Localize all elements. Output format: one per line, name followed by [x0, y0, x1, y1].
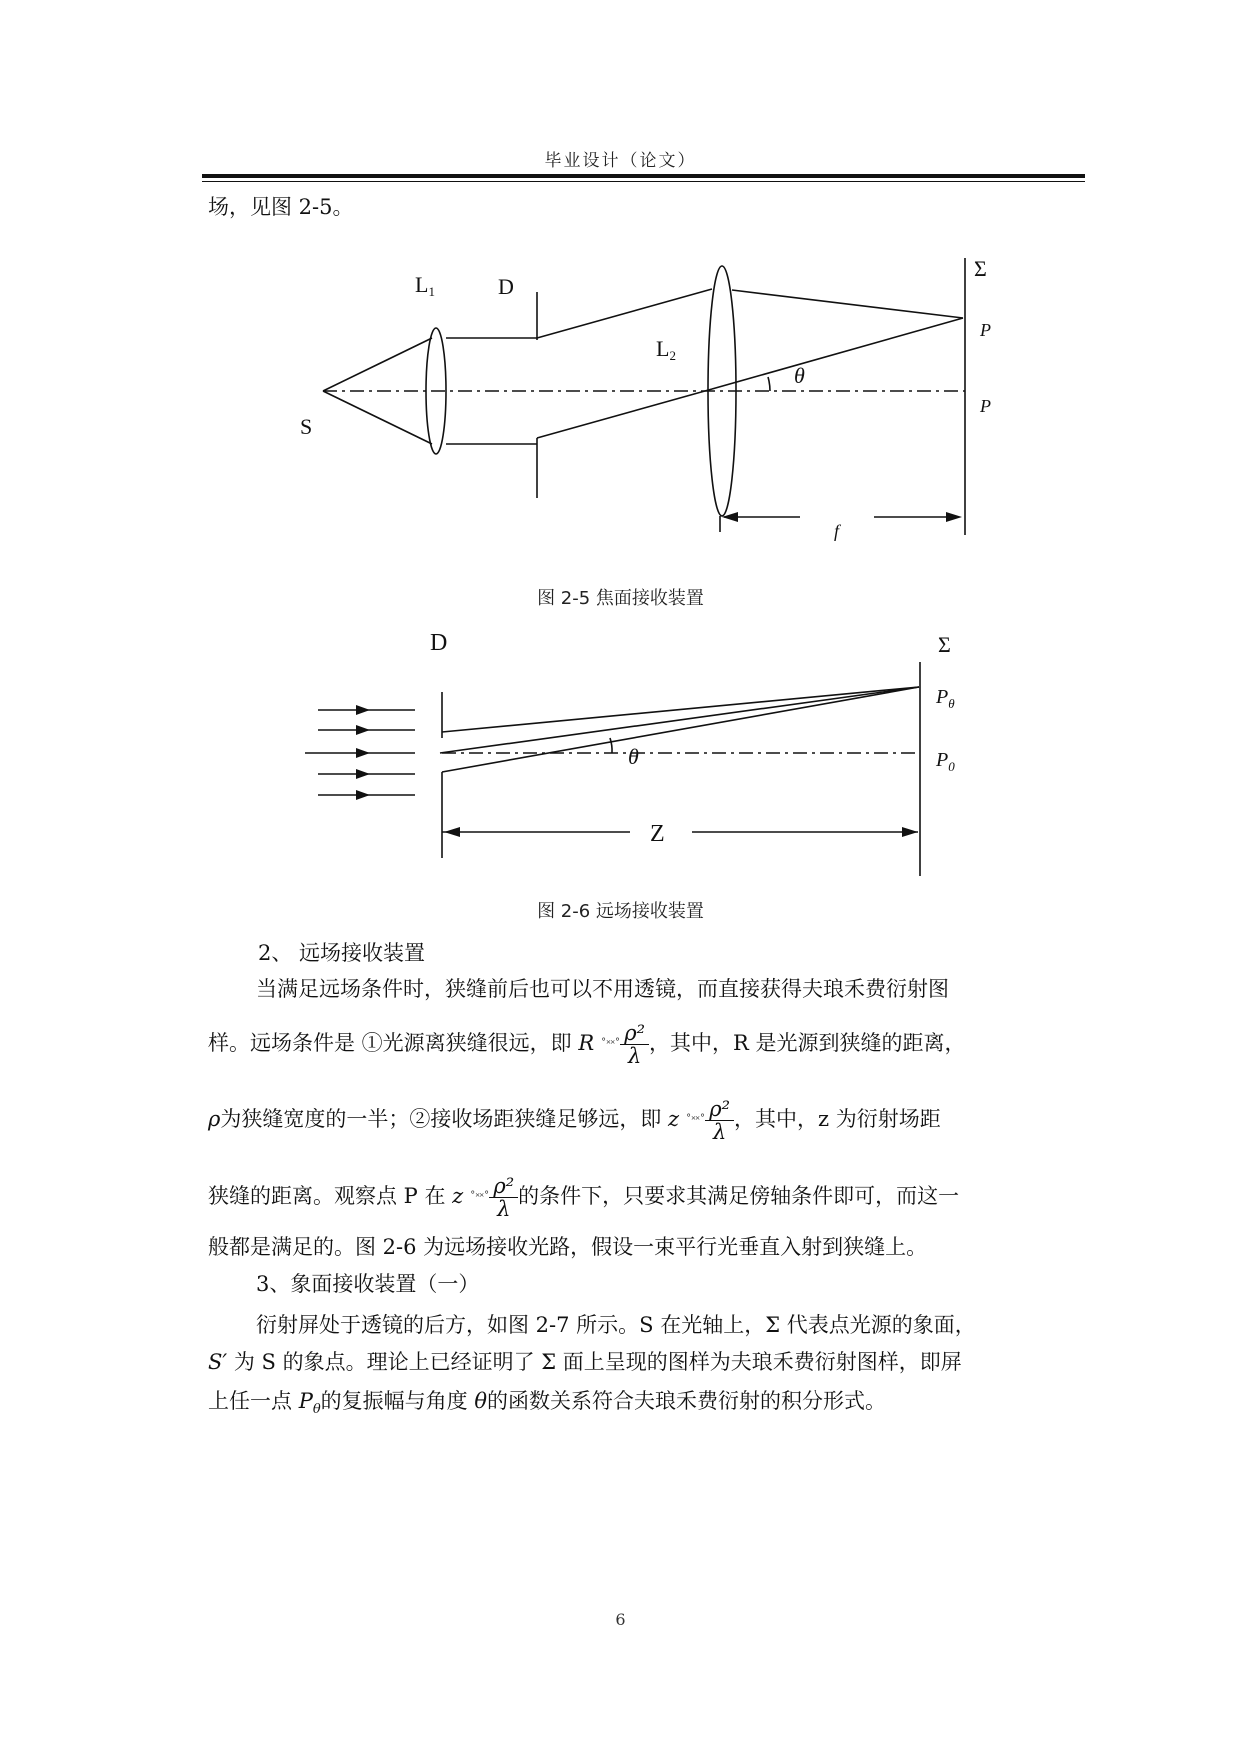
z-arrow-left: [444, 827, 460, 837]
para-3-3-text-a: 上任一点: [208, 1389, 292, 1413]
section-2-para-3: [208, 1098, 1084, 1143]
diffracted-lower: [537, 389, 712, 438]
section-2-heading: 2、 远场接收装置: [258, 941, 426, 965]
para-3-3-text-b: 的复振幅与角度: [320, 1389, 468, 1413]
label-d-1: D: [498, 274, 514, 299]
label-l2: L2: [656, 336, 676, 363]
caption-figure-2-6: 图 2-6 远场接收装置: [537, 901, 704, 922]
label-d-2: D: [430, 630, 448, 656]
label-sigma-1: Σ: [974, 256, 987, 281]
fraction-rho-lambda-3: $\frac{\text{ρ²}}{\lambda}$: [489, 1175, 518, 1220]
incident-arrow-3: [356, 748, 370, 758]
label-p-0: $P_0$: [936, 749, 955, 774]
label-s: S: [300, 414, 313, 439]
section-2-para-4: [208, 1175, 1084, 1220]
focus-ray-lower: [712, 318, 963, 389]
incident-arrow-2: [356, 725, 370, 735]
label-p-bottom: P: [980, 396, 991, 416]
incident-arrow-1: [356, 705, 370, 715]
label-l1: L1: [415, 272, 435, 299]
theta-arc-2: [610, 738, 612, 753]
symbol-r: R: [578, 1031, 595, 1055]
label-theta-1: θ: [794, 363, 805, 388]
para-4-text-a: 狭缝的距离。观察点 P 在: [208, 1184, 446, 1208]
ray-s-lower: [323, 391, 432, 444]
focus-ray-upper: [732, 290, 963, 318]
label-p-theta: $P_\theta$: [936, 686, 955, 711]
symbol-rho: ρ: [208, 1107, 221, 1131]
symbol-p-theta: $P_\theta$: [298, 1389, 321, 1418]
symbol-z-2: z: [452, 1184, 464, 1208]
label-theta-2: θ: [628, 744, 639, 769]
garbled-symbol-2: ˚˟˟˚: [685, 1113, 706, 1127]
diffracted-upper: [537, 289, 712, 338]
para-3-2-text: 为 S 的象点。理论上已经证明了 Σ 面上呈现的图样为夫琅禾费衍射图样，即屏: [233, 1350, 962, 1374]
figure-2-6: [0, 620, 1241, 890]
symbol-s-prime: S′: [208, 1350, 228, 1374]
label-f: f: [834, 521, 840, 541]
para-3-3-text-c: 的函数关系符合夫琅禾费衍射的积分形式。: [487, 1389, 886, 1413]
garbled-symbol-3: ˚˟˟˚: [469, 1190, 490, 1204]
label-z: Z: [650, 821, 665, 847]
theta-arc-1: [768, 377, 770, 391]
intro-line: 场，见图 2-5。: [208, 195, 354, 219]
section-3-para-1: 衍射屏处于透镜的后方，如图 2-7 所示。S 在光轴上，Σ 代表点光源的象面，: [256, 1313, 976, 1337]
label-p-top: P: [980, 320, 991, 340]
symbol-theta: θ: [474, 1389, 487, 1413]
para-3-text-b: ，其中，z 为衍射场距: [733, 1107, 941, 1131]
ray-s-upper: [323, 338, 432, 391]
diffracted-ray-mid: [440, 687, 919, 753]
section-2-para-1: 当满足远场条件时，狭缝前后也可以不用透镜，而直接获得夫琅禾费衍射图: [256, 977, 949, 1001]
symbol-z-1: z: [668, 1107, 680, 1131]
para-3-text-a: 为狭缝宽度的一半；②接收场距狭缝足够远，即: [220, 1107, 662, 1131]
para-4-text-b: 的条件下，只要求其满足傍轴条件即可，而这一: [518, 1184, 960, 1208]
incident-arrow-4: [356, 769, 370, 779]
diffracted-ray-lower: [442, 687, 919, 772]
section-3-para-2: [208, 1343, 1084, 1381]
z-arrow-right: [902, 827, 918, 837]
section-2-para-5: 般都是满足的。图 2-6 为远场接收光路，假设一束平行光垂直入射到狭缝上。: [208, 1235, 928, 1259]
garbled-symbol-1: ˚˟˟˚: [600, 1037, 621, 1051]
section-3-heading: 3、象面接收装置（一）: [256, 1272, 480, 1296]
section-2-para-2: [208, 1022, 1084, 1067]
para-2-text-b: ，其中，R 是光源到狭缝的距离，: [649, 1031, 966, 1055]
figure-2-5: [0, 0, 1241, 560]
diffracted-ray-upper: [442, 687, 919, 732]
page-number: 6: [615, 1610, 626, 1629]
fraction-rho-lambda-2: $\frac{\text{ρ²}}{\lambda}$: [705, 1098, 734, 1143]
incident-arrow-5: [356, 790, 370, 800]
section-3-para-3: [208, 1382, 1084, 1429]
para-2-text-a: 样。远场条件是 ①光源离狭缝很远，即: [208, 1031, 572, 1055]
running-header: 毕业设计（论文）: [544, 151, 697, 171]
f-arrow-right: [946, 512, 962, 522]
fraction-rho-lambda-1: $\frac{\text{ρ²}}{\lambda}$: [620, 1022, 649, 1067]
label-sigma-2: Σ: [938, 632, 951, 657]
caption-figure-2-5: 图 2-5 焦面接收装置: [537, 588, 704, 609]
